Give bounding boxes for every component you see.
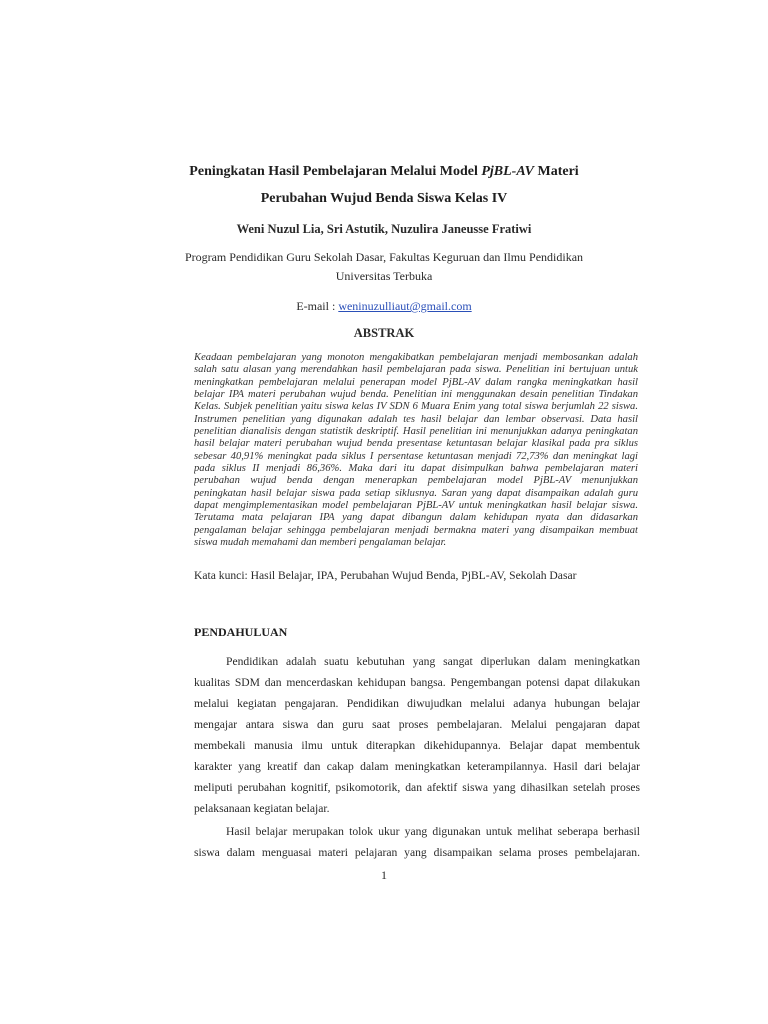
title-text-end: Materi <box>533 164 579 179</box>
paragraph-line: siswa dalam menguasai materi pelajaran yang disampaikan selama proses pembelajaran. <box>194 846 640 859</box>
paragraph-line: meliputi perubahan kognitif, psikomotorik, dan afektif siswa yang dihasilkan setelah proses <box>194 781 640 794</box>
abstract-line: sebesar 40,91% meningkat pada siklus I persentase ketuntasan menjadi 72,73% dan meningkat lagi <box>194 450 638 462</box>
paragraph-2 <box>194 821 640 863</box>
abstract-line: hasil belajar materi perubahan wujud benda presentase ketuntasan belajar klasikal pada pra siklus <box>194 438 638 450</box>
affiliation-line-1: Program Pendidikan Guru Sekolah Dasar, Fakultas Keguruan dan Ilmu Pendidikan <box>184 250 584 264</box>
title-model-name: PjBL-AV <box>481 164 534 179</box>
abstract-line: penelitian dianalisis dengan statistik deskriptif. Hasil penelitian ini menunjukkan adanya peningkatan <box>194 426 638 438</box>
abstract-line: Kelas. Subjek penelitian yaitu siswa kelas IV SDN 6 Muara Enim yang total siswa berjumlah 22 siswa. <box>194 401 638 413</box>
paragraph-line: melalui kegiatan pengajaran. Pendidikan diwujudkan melalui adanya hubungan belajar <box>194 697 640 710</box>
paragraph-line: Hasil belajar merupakan tolok ukur yang digunakan untuk melihat seberapa berhasil <box>226 825 640 838</box>
abstract-heading: ABSTRAK <box>353 326 415 340</box>
section-heading: PENDAHULUAN <box>194 625 288 639</box>
abstract-line: pengalaman belajar sehingga pembelajaran menjadi bermakna materi yang disampaikan membuat <box>194 524 638 536</box>
author-list: Weni Nuzul Lia, Sri Astutik, Nuzulira Janeusse Fratiwi <box>236 222 532 236</box>
page-number: 1 <box>381 868 387 882</box>
abstract-line: Instrumen penelitian yang digunakan adalah tes hasil belajar dan lembar observasi. Data hasil <box>194 413 638 425</box>
paragraph-1 <box>194 651 640 819</box>
abstract-line: Terutama mata pelajaran IPA yang dapat dibangun dalam kehidupan nyata dan didasarkan <box>194 512 638 524</box>
paper-title-line-1 <box>0 164 768 180</box>
title-text: Peningkatan Hasil Pembelajaran Melalui Model <box>189 164 482 179</box>
abstract-line: salah satu alasan yang merendahkan hasil pembelajaran pada siswa. Penelitian ini bertujuan untuk <box>194 364 638 376</box>
email-link[interactable]: weninuzulliaut@gmail.com <box>338 299 472 313</box>
abstract-line: meningkatkan pembelajaran melalui penerapan model PjBL-AV dalam rangka meningkatkan hasil <box>194 376 638 388</box>
paragraph-line: karakter yang kreatif dan cakap dalam meningkatkan keterampilannya. Hasil dari belajar <box>194 760 640 773</box>
paragraph-line: Pendidikan adalah suatu kebutuhan yang sangat diperlukan dalam meningkatkan <box>226 655 640 668</box>
abstract-line: pada siklus II menjadi 86,36%. Maka dari itu dapat disimpulkan bahwa pembelajaran materi <box>194 463 638 475</box>
abstract-line: siswa mudah memahami dan memberi pengalaman belajar. <box>194 537 447 549</box>
keywords: Kata kunci: Hasil Belajar, IPA, Perubahan Wujud Benda, PjBL-AV, Sekolah Dasar <box>194 569 577 582</box>
paper-title-line-2: Perubahan Wujud Benda Siswa Kelas IV <box>260 191 508 206</box>
affiliation-line-2: Universitas Terbuka <box>335 269 433 283</box>
abstract-line: peningkatan hasil belajar siswa pada setiap siklusnya. Saran yang dapat disampaikan adalah guru <box>194 487 638 499</box>
abstract-line: perubahan wujud benda dengan menerapkan pembelajaran model PjBL-AV menunjukkan <box>194 475 638 487</box>
email-label: E-mail : <box>296 299 339 313</box>
paragraph-line: kualitas SDM dan mencerdaskan kehidupan bangsa. Pengembangan potensi dapat dilakukan <box>194 676 640 689</box>
paragraph-line: membekali manusia ilmu untuk diterapkan dikehidupannya. Belajar dapat membentuk <box>194 739 640 752</box>
abstract-line: dapat mengimplementasikan model pembelajaran PjBL-AV untuk meningkatkan hasil belajar siswa. <box>194 500 638 512</box>
email-line <box>0 299 768 314</box>
paragraph-line: pelaksanaan kegiatan belajar. <box>194 802 330 815</box>
abstract-line: Keadaan pembelajaran yang monoton mengakibatkan pembelajaran menjadi membosankan adalah <box>194 352 638 363</box>
abstract-body <box>194 352 638 550</box>
abstract-line: belajar IPA materi perubahan wujud benda. Penelitian ini menggunakan desain penelitian Tindakan <box>194 389 638 401</box>
paragraph-line: mengajar antara siswa dan guru saat proses pembelajaran. Melalui pengajaran dapat <box>194 718 640 731</box>
